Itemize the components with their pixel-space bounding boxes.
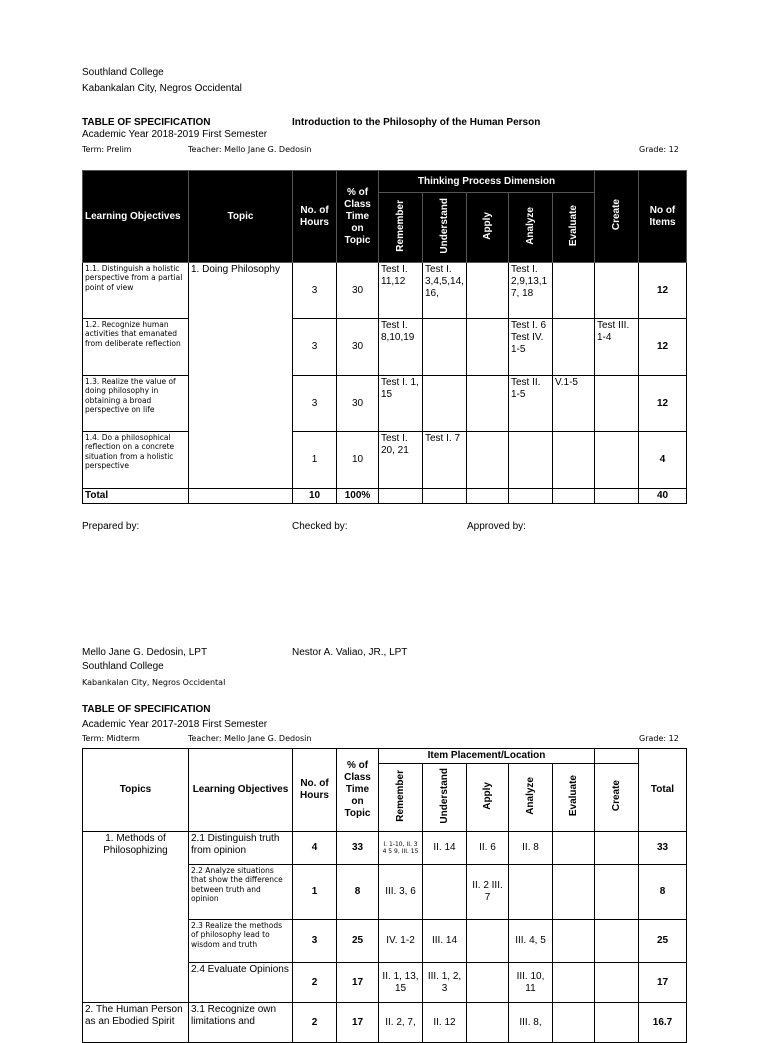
checker-name: Nestor A. Valiao, JR., LPT [292, 647, 408, 658]
hours-cell: 2 [293, 963, 337, 1003]
header-remember-2 [379, 764, 423, 832]
header-topic: Topic [189, 171, 293, 263]
total-percent: 100% [337, 489, 379, 504]
create-cell [595, 432, 639, 489]
remember-cell: Test I. 20, 21 [379, 432, 423, 489]
header-dimension: Thinking Process Dimension [379, 171, 595, 193]
grade: Grade: 12 [639, 145, 679, 154]
term: Term: Prelim [82, 145, 132, 154]
course-title: Introduction to the Philosophy of the Human Person [292, 117, 541, 128]
hours-cell: 4 [293, 832, 337, 865]
header-hours: No. of Hours [293, 171, 337, 263]
understand-cell [423, 319, 467, 376]
table-row [83, 376, 687, 432]
objective-cell: 2.1 Distinguish truth from opinion [189, 832, 293, 865]
header-apply-2 [467, 764, 509, 832]
percent-cell: 30 [337, 376, 379, 432]
percent-cell: 33 [337, 832, 379, 865]
analyze-cell: Test II. 1-5 [509, 376, 553, 432]
header-analyze-2 [509, 764, 553, 832]
remember-cell: I. 1-10, II. 3 4 5 9, III. 15 [379, 832, 423, 865]
table-row [83, 263, 687, 319]
create-cell [595, 1003, 639, 1043]
remember-cell: IV. 1-2 [379, 920, 423, 963]
total-cell: 16.7 [639, 1003, 687, 1043]
evaluate-cell [553, 1003, 595, 1043]
remember-cell: Test I. 8,10,19 [379, 319, 423, 376]
empty-cell [553, 489, 595, 504]
objective-cell: 1.1. Distinguish a holistic perspective from a partial point of view [83, 263, 189, 319]
total-cell: 17 [639, 963, 687, 1003]
analyze-cell: Test I. 2,9,13,1 7, 18 [509, 263, 553, 319]
objective-cell: 3.1 Recognize own limitations and [189, 1003, 293, 1043]
topic-cell: 1. Doing Philosophy [189, 263, 293, 489]
header-apply-2-label: Apply [481, 781, 493, 810]
header-evaluate [553, 193, 595, 263]
school-address: Kabankalan City, Negros Occidental [82, 83, 242, 94]
percent-cell: 17 [337, 1003, 379, 1043]
header-blank [595, 749, 639, 764]
header-learning-objectives-2: Learning Objectives [189, 749, 293, 832]
header-create-2 [595, 764, 639, 832]
evaluate-cell [553, 263, 595, 319]
items-cell: 12 [639, 319, 687, 376]
create-cell [595, 832, 639, 865]
spec-table-prelim [82, 170, 687, 504]
apply-cell [467, 376, 509, 432]
approved-by-label: Approved by: [467, 521, 526, 532]
term-2: Term: Midterm [82, 734, 140, 743]
teacher-2: Teacher: Mello Jane G. Dedosin [188, 734, 312, 743]
empty-cell [467, 489, 509, 504]
understand-cell: II. 14 [423, 832, 467, 865]
items-cell: 4 [639, 432, 687, 489]
understand-cell: III. 14 [423, 920, 467, 963]
empty-cell [595, 489, 639, 504]
understand-cell [423, 865, 467, 920]
header-understand [423, 193, 467, 263]
objective-cell: 2.2 Analyze situations that show the difference between truth and opinion [189, 865, 293, 920]
header-analyze [509, 193, 553, 263]
spec-table-midterm [82, 748, 687, 1043]
topic-cell: 1. Methods of Philosophizing [83, 832, 189, 1003]
total-items: 40 [639, 489, 687, 504]
items-cell: 12 [639, 263, 687, 319]
apply-cell [467, 263, 509, 319]
header-percent-2: % of Class Time on Topic [337, 749, 379, 832]
evaluate-cell [553, 865, 595, 920]
items-cell: 12 [639, 376, 687, 432]
percent-cell: 17 [337, 963, 379, 1003]
remember-cell: Test I. 1, 15 [379, 376, 423, 432]
header-evaluate-label: Evaluate [567, 204, 579, 247]
apply-cell [467, 963, 509, 1003]
hours-cell: 1 [293, 865, 337, 920]
header-create-label: Create [610, 198, 622, 231]
analyze-cell [509, 432, 553, 489]
hours-cell: 3 [293, 319, 337, 376]
header-understand-2-label: Understand [438, 767, 450, 824]
create-cell [595, 376, 639, 432]
understand-cell [423, 376, 467, 432]
header-remember [379, 193, 423, 263]
percent-cell: 30 [337, 263, 379, 319]
teacher: Teacher: Mello Jane G. Dedosin [188, 145, 312, 154]
create-cell [595, 263, 639, 319]
header-apply-label: Apply [481, 211, 493, 240]
total-label: Total [83, 489, 189, 504]
header-placement: Item Placement/Location [379, 749, 595, 764]
total-cell: 8 [639, 865, 687, 920]
doc-title-2: TABLE OF SPECIFICATION [82, 704, 211, 715]
total-cell: 33 [639, 832, 687, 865]
evaluate-cell [553, 319, 595, 376]
header-create-2-label: Create [610, 779, 622, 812]
objective-cell: 2.3 Realize the methods of philosophy lead to wisdom and truth [189, 920, 293, 963]
table-row [83, 1003, 687, 1043]
apply-cell: II. 2 III. 7 [467, 865, 509, 920]
header-understand-label: Understand [438, 197, 450, 254]
remember-cell: II. 2, 7, [379, 1003, 423, 1043]
header-remember-2-label: Remember [394, 769, 406, 822]
hours-cell: 2 [293, 1003, 337, 1043]
total-row [83, 489, 687, 504]
school-name-2: Southland College [82, 661, 164, 672]
apply-cell [467, 432, 509, 489]
school-name: Southland College [82, 67, 164, 78]
objective-cell: 1.4. Do a philosophical reflection on a concrete situation from a holistic perspective [83, 432, 189, 489]
header-analyze-label: Analyze [524, 206, 536, 245]
header-total-2: Total [639, 749, 687, 832]
apply-cell [467, 319, 509, 376]
analyze-cell [509, 865, 553, 920]
objective-cell: 1.3. Realize the value of doing philosophy in obtaining a broad perspective on life [83, 376, 189, 432]
objective-cell: 1.2. Recognize human activities that emanated from deliberate reflection [83, 319, 189, 376]
table-row [83, 432, 687, 489]
remember-cell: II. 1, 13, 15 [379, 963, 423, 1003]
evaluate-cell [553, 832, 595, 865]
topic-cell: 2. The Human Person as an Ebodied Spirit [83, 1003, 189, 1043]
objective-cell: 2.4 Evaluate Opinions [189, 963, 293, 1003]
create-cell [595, 920, 639, 963]
analyze-cell: III. 8, [509, 1003, 553, 1043]
total-hours: 10 [293, 489, 337, 504]
hours-cell: 1 [293, 432, 337, 489]
understand-cell: Test I. 7 [423, 432, 467, 489]
table-row [83, 832, 687, 865]
header-topics: Topics [83, 749, 189, 832]
hours-cell: 3 [293, 920, 337, 963]
analyze-cell: III. 10, 11 [509, 963, 553, 1003]
empty-cell [379, 489, 423, 504]
header-remember-label: Remember [394, 199, 406, 252]
analyze-cell: II. 8 [509, 832, 553, 865]
header-items: No of Items [639, 171, 687, 263]
preparer-name: Mello Jane G. Dedosin, LPT [82, 647, 208, 658]
percent-cell: 10 [337, 432, 379, 489]
create-cell [595, 963, 639, 1003]
total-cell: 25 [639, 920, 687, 963]
header-hours-2: No. of Hours [293, 749, 337, 832]
academic-year: Academic Year 2018-2019 First Semester [82, 129, 268, 140]
apply-cell [467, 920, 509, 963]
grade-2: Grade: 12 [639, 734, 679, 743]
header-understand-2 [423, 764, 467, 832]
header-apply [467, 193, 509, 263]
header-learning-objectives: Learning Objectives [83, 171, 189, 263]
school-address-2: Kabankalan City, Negros Occidental [82, 678, 226, 687]
remember-cell: III. 3, 6 [379, 865, 423, 920]
percent-cell: 30 [337, 319, 379, 376]
create-cell: Test III. 1-4 [595, 319, 639, 376]
table-row [83, 319, 687, 376]
header-evaluate-2 [553, 764, 595, 832]
hours-cell: 3 [293, 263, 337, 319]
evaluate-cell [553, 920, 595, 963]
checked-by-label: Checked by: [292, 521, 348, 532]
understand-cell: II. 12 [423, 1003, 467, 1043]
doc-title: TABLE OF SPECIFICATION [82, 117, 211, 128]
empty-cell [509, 489, 553, 504]
evaluate-cell [553, 432, 595, 489]
empty-cell [423, 489, 467, 504]
understand-cell: Test I. 3,4,5,14, 16, [423, 263, 467, 319]
percent-cell: 25 [337, 920, 379, 963]
header-analyze-2-label: Analyze [524, 776, 536, 815]
analyze-cell: Test I. 6 Test IV. 1-5 [509, 319, 553, 376]
header-create [595, 171, 639, 263]
header-percent: % of Class Time on Topic [337, 171, 379, 263]
header-evaluate-2-label: Evaluate [567, 774, 579, 817]
evaluate-cell: V.1-5 [553, 376, 595, 432]
prepared-by-label: Prepared by: [82, 521, 140, 532]
percent-cell: 8 [337, 865, 379, 920]
create-cell [595, 865, 639, 920]
remember-cell: Test I. 11,12 [379, 263, 423, 319]
analyze-cell: III. 4, 5 [509, 920, 553, 963]
academic-year-2: Academic Year 2017-2018 First Semester [82, 719, 268, 730]
evaluate-cell [553, 963, 595, 1003]
apply-cell [467, 1003, 509, 1043]
empty-cell [189, 489, 293, 504]
hours-cell: 3 [293, 376, 337, 432]
understand-cell: III. 1, 2, 3 [423, 963, 467, 1003]
apply-cell: II. 6 [467, 832, 509, 865]
